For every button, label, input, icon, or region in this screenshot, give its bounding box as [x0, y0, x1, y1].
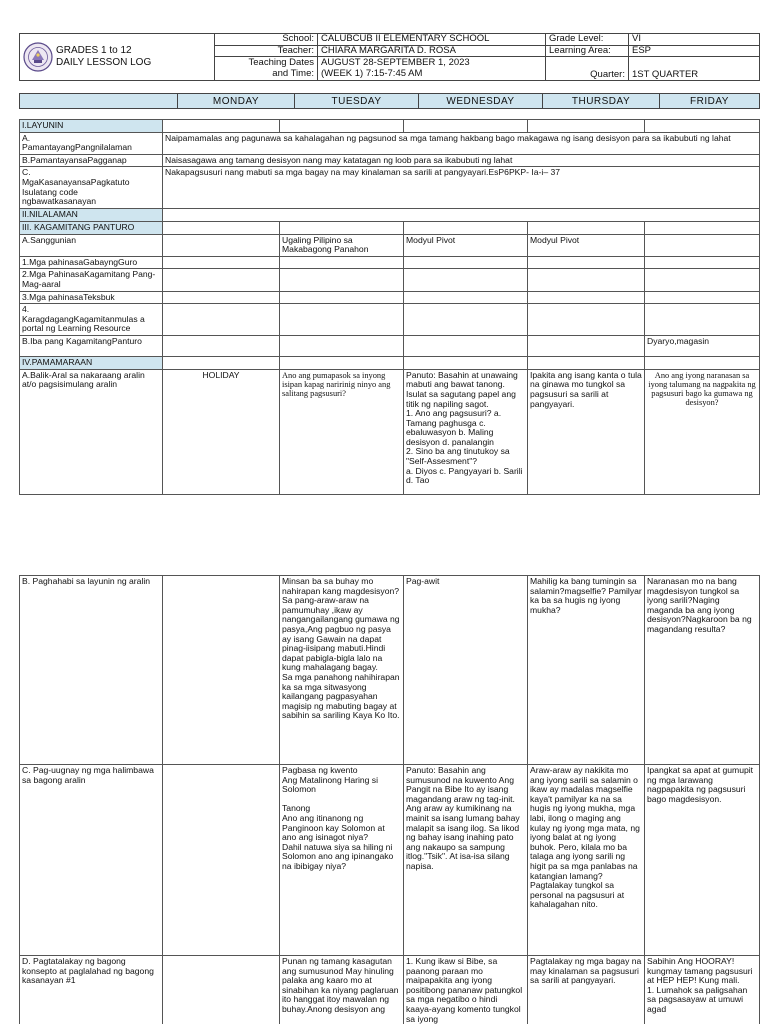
header-table	[19, 33, 760, 81]
row-label-sanggunian: A.Sanggunian	[20, 234, 163, 256]
teacher-value: CHIARA MARGARITA D. ROSA	[318, 45, 546, 57]
row-label-pamantayan-sa-pagganap: B.PamantayansaPagganap	[20, 154, 163, 167]
area-label: Learning Area:	[546, 45, 629, 57]
row-label-kagamitang-mag-aaral: 2.Mga PahinasaKagamitang Pang-Mag-aaral	[20, 269, 163, 291]
paghahabi-tuesday: Minsan ba sa buhay mo nahirapan kang magdesisyon? Sa pang-araw-araw na pamumuhay ,ikaw ay nangangailangang gumawa ng pasya,Ang pagbuo ng pasya ay isang Gawain na dapat pinag-iisipang mabuti.Hindi dapat pabigla-bigla lalo na kung mahalagang bagay. Sa mga panahong nahihirapan ka sa mga sitwasyong kailangang pagpasyahan magisip ng mabuting bagay at sabihin sa sariling Kaya Ko Ito.	[280, 576, 404, 765]
pagtatalakay-wednesday: 1. Kung ikaw si Bibe, sa paanong paraan mo maipapakita ang iyong positibong pananaw patungkol sa mga negatibo o hindi kaaya-ayang komento tungkol sa iyong	[404, 956, 528, 1024]
paghahabi-friday: Naranasan mo na bang magdesisyon tungkol sa iyong sarili?Naging maganda ba ang iyong desisyon?Nagkaroon ba ng magandang resulta?	[645, 576, 760, 765]
day-header-wednesday: WEDNESDAY	[419, 94, 543, 109]
pag-uugnay-thursday: Araw-araw ay nakikita mo ang iyong sarili sa salamin o ikaw ay madalas magselfie kaya't pamilyar ka na sa hugis ng iyong mukha, mga labi, ilong o maging ang kulay ng iyong mga mata, ng iyong balat at ng iyong buhok. Pero, kilala mo ba talaga ang iyong sarili ng higit pa sa mga panlabas na katangian lamang? Pagtalakay tungkol sa personal na pagsusuri at kahalagahan nito.	[528, 765, 645, 956]
pamantayang-pangnilalaman-text: Naipamamalas ang pagunawa sa kahalagahan ng pagsunod sa mga tamang hakbang bago makagawa ng isang desisyon para sa ikabubuti ng lahat	[163, 132, 760, 154]
day-header-thursday: THURSDAY	[543, 94, 660, 109]
balik-aral-wednesday: Panuto: Basahin at unawaing mabuti ang bawat tanong. Isulat sa sagutang papel ang titik ng napiling sagot. 1. Ano ang pagsusuri? a. Tamang paghusga c. ebaluwasyon b. Maling desisyon d. panalangin 2. Sino ba ang tinutukoy sa "Self-Assesment"? a. Diyos c. Pangyayari b. Sarili d. Tao	[404, 369, 528, 494]
sanggunian-tuesday: Ugaling Pilipino sa Makabagong Panahon	[280, 234, 404, 256]
row-label-kasanayan: C. MgaKasanayansaPagkatuto Isulatang code ngbawatkasanayan	[20, 167, 163, 209]
grade-label: Grade Level:	[546, 34, 629, 46]
section-pamamaraan: IV.PAMAMARAAN	[20, 357, 163, 370]
row-label-teksbuk: 3.Mga pahinasaTeksbuk	[20, 291, 163, 304]
deped-seal-icon	[23, 42, 53, 72]
kasanayan-text: Nakapagsusuri nang mabuti sa mga bagay na may kinalaman sa sarili at pangyayari.EsP6PKP- Ia-i– 37	[163, 167, 760, 209]
balik-aral-monday: HOLIDAY	[163, 369, 280, 494]
row-label-gabay-guro: 1.Mga pahinasaGabayngGuro	[20, 256, 163, 269]
row-label-paghahabi: B. Paghahabi sa layunin ng aralin	[20, 576, 163, 765]
dates-label-1: Teaching Dates	[215, 57, 318, 69]
quarter-label: Quarter:	[546, 57, 629, 81]
pagtatalakay-thursday: Pagtalakay ng mga bagay na may kinalaman sa pagsusuri sa sarili at pangyayari.	[528, 956, 645, 1024]
section-layunin: I.LAYUNIN	[20, 120, 163, 133]
day-header-tuesday: TUESDAY	[295, 94, 419, 109]
plan-table-top	[19, 119, 760, 495]
title-line-2: DAILY LESSON LOG	[56, 57, 152, 68]
school-value: CALUBCUB II ELEMENTARY SCHOOL	[318, 34, 546, 46]
balik-aral-tuesday: Ano ang pumapasok sa inyong isipan kapag naririnig ninyo ang salitang pagsusuri?	[280, 369, 404, 494]
row-label-balik-aral: A.Balik-Aral sa nakaraang aralin at/o pagsisimulang aralin	[20, 369, 163, 494]
dates-value-1: AUGUST 28-SEPTEMBER 1, 2023	[318, 57, 546, 69]
paghahabi-wednesday: Pag-awit	[404, 576, 528, 765]
balik-aral-friday: Ano ang iyong naranasan sa iyong talumang na nagpakita ng pagsusuri bago ka gumawa ng desisyon?	[645, 369, 760, 494]
sanggunian-thursday: Modyul Pivot	[528, 234, 645, 256]
teacher-label: Teacher:	[215, 45, 318, 57]
pagtatalakay-friday: Sabihin Ang HOORAY! kungmay tamang pagsusuri at HEP HEP! Kung mali. 1. Lumahok sa paligsahan sa pagsasayaw at umuwi agad	[645, 956, 760, 1024]
paghahabi-thursday: Mahilig ka bang tumingin sa salamin?magselfie? Pamilyar ka ba sa hugis ng iyong mukha?	[528, 576, 645, 765]
school-label: School:	[215, 34, 318, 46]
row-label-pagtatalakay: D. Pagtatalakay ng bagong konsepto at paglalahad ng bagong kasanayan #1	[20, 956, 163, 1024]
balik-aral-thursday: Ipakita ang isang kanta o tula na ginawa mo tungkol sa pagsusuri sa sarili at pangyayari.	[528, 369, 645, 494]
day-header-row	[19, 93, 760, 109]
pamantayan-sa-pagganap-text: Naisasagawa ang tamang desisyon nang may katatagan ng loob para sa ikabubuti ng lahat	[163, 154, 760, 167]
pag-uugnay-friday: Ipangkat sa apat at gumupit ng mga larawang nagpapakita ng pagsusuri bago magdesisyon.	[645, 765, 760, 956]
row-label-iba-pang-kagamitan: B.Iba pang KagamitangPanturo	[20, 336, 163, 357]
section-kagamitan: III. KAGAMITANG PANTURO	[20, 221, 163, 234]
section-nilalaman: II.NILALAMAN	[20, 209, 163, 222]
row-label-learning-resource: 4. KaragdagangKagamitanmulas a portal ng Learning Resource	[20, 304, 163, 336]
quarter-value: 1ST QUARTER	[629, 57, 760, 81]
plan-table-bottom	[19, 575, 760, 1024]
dates-label-2: and Time:	[215, 69, 318, 81]
day-header-monday: MONDAY	[178, 94, 295, 109]
row-label-pamantayang-pangnilalaman: A. PamantayangPangnilalaman	[20, 132, 163, 154]
day-header-friday: FRIDAY	[660, 94, 760, 109]
area-value: ESP	[629, 45, 760, 57]
pag-uugnay-tuesday: Pagbasa ng kwento Ang Matalinong Haring si Solomon Tanong Ano ang itinanong ng Panginoon kay Solomon at ano ang isinagot niya? Dahil natuwa siya sa hiling ni Solomon ano ang ipinangako na ibibigay niya?	[280, 765, 404, 956]
row-label-pag-uugnay: C. Pag-uugnay ng mga halimbawa sa bagong aralin	[20, 765, 163, 956]
title-cell	[20, 34, 215, 81]
iba-pang-kagamitan-friday: Dyaryo,magasin	[645, 336, 760, 357]
title-line-1: GRADES 1 to 12	[56, 45, 132, 56]
day-header-blank	[20, 94, 178, 109]
grade-value: VI	[629, 34, 760, 46]
dates-value-2: (WEEK 1) 7:15-7:45 AM	[318, 69, 546, 81]
sanggunian-wednesday: Modyul Pivot	[404, 234, 528, 256]
pagtatalakay-tuesday: Punan ng tamang kasagutan ang sumusunod May hinuling palaka ang kaaro mo at sinabihan ka niyang paglaruan ito hanggat itoy mawalan ng buhay.Anong desisyon ang	[280, 956, 404, 1024]
pag-uugnay-wednesday: Panuto: Basahin ang sumusunod na kuwento Ang Pangit na Bibe Ito ay isang magandang araw ng tag-init. Ang araw ay kumikinang na mainit sa isang lumang bahay malapit sa isang ilog. Sa likod ng bahay isang inahing pato ang nakaupo sa sampung itlog."Tsik". At isa-isa silang napisa.	[404, 765, 528, 956]
